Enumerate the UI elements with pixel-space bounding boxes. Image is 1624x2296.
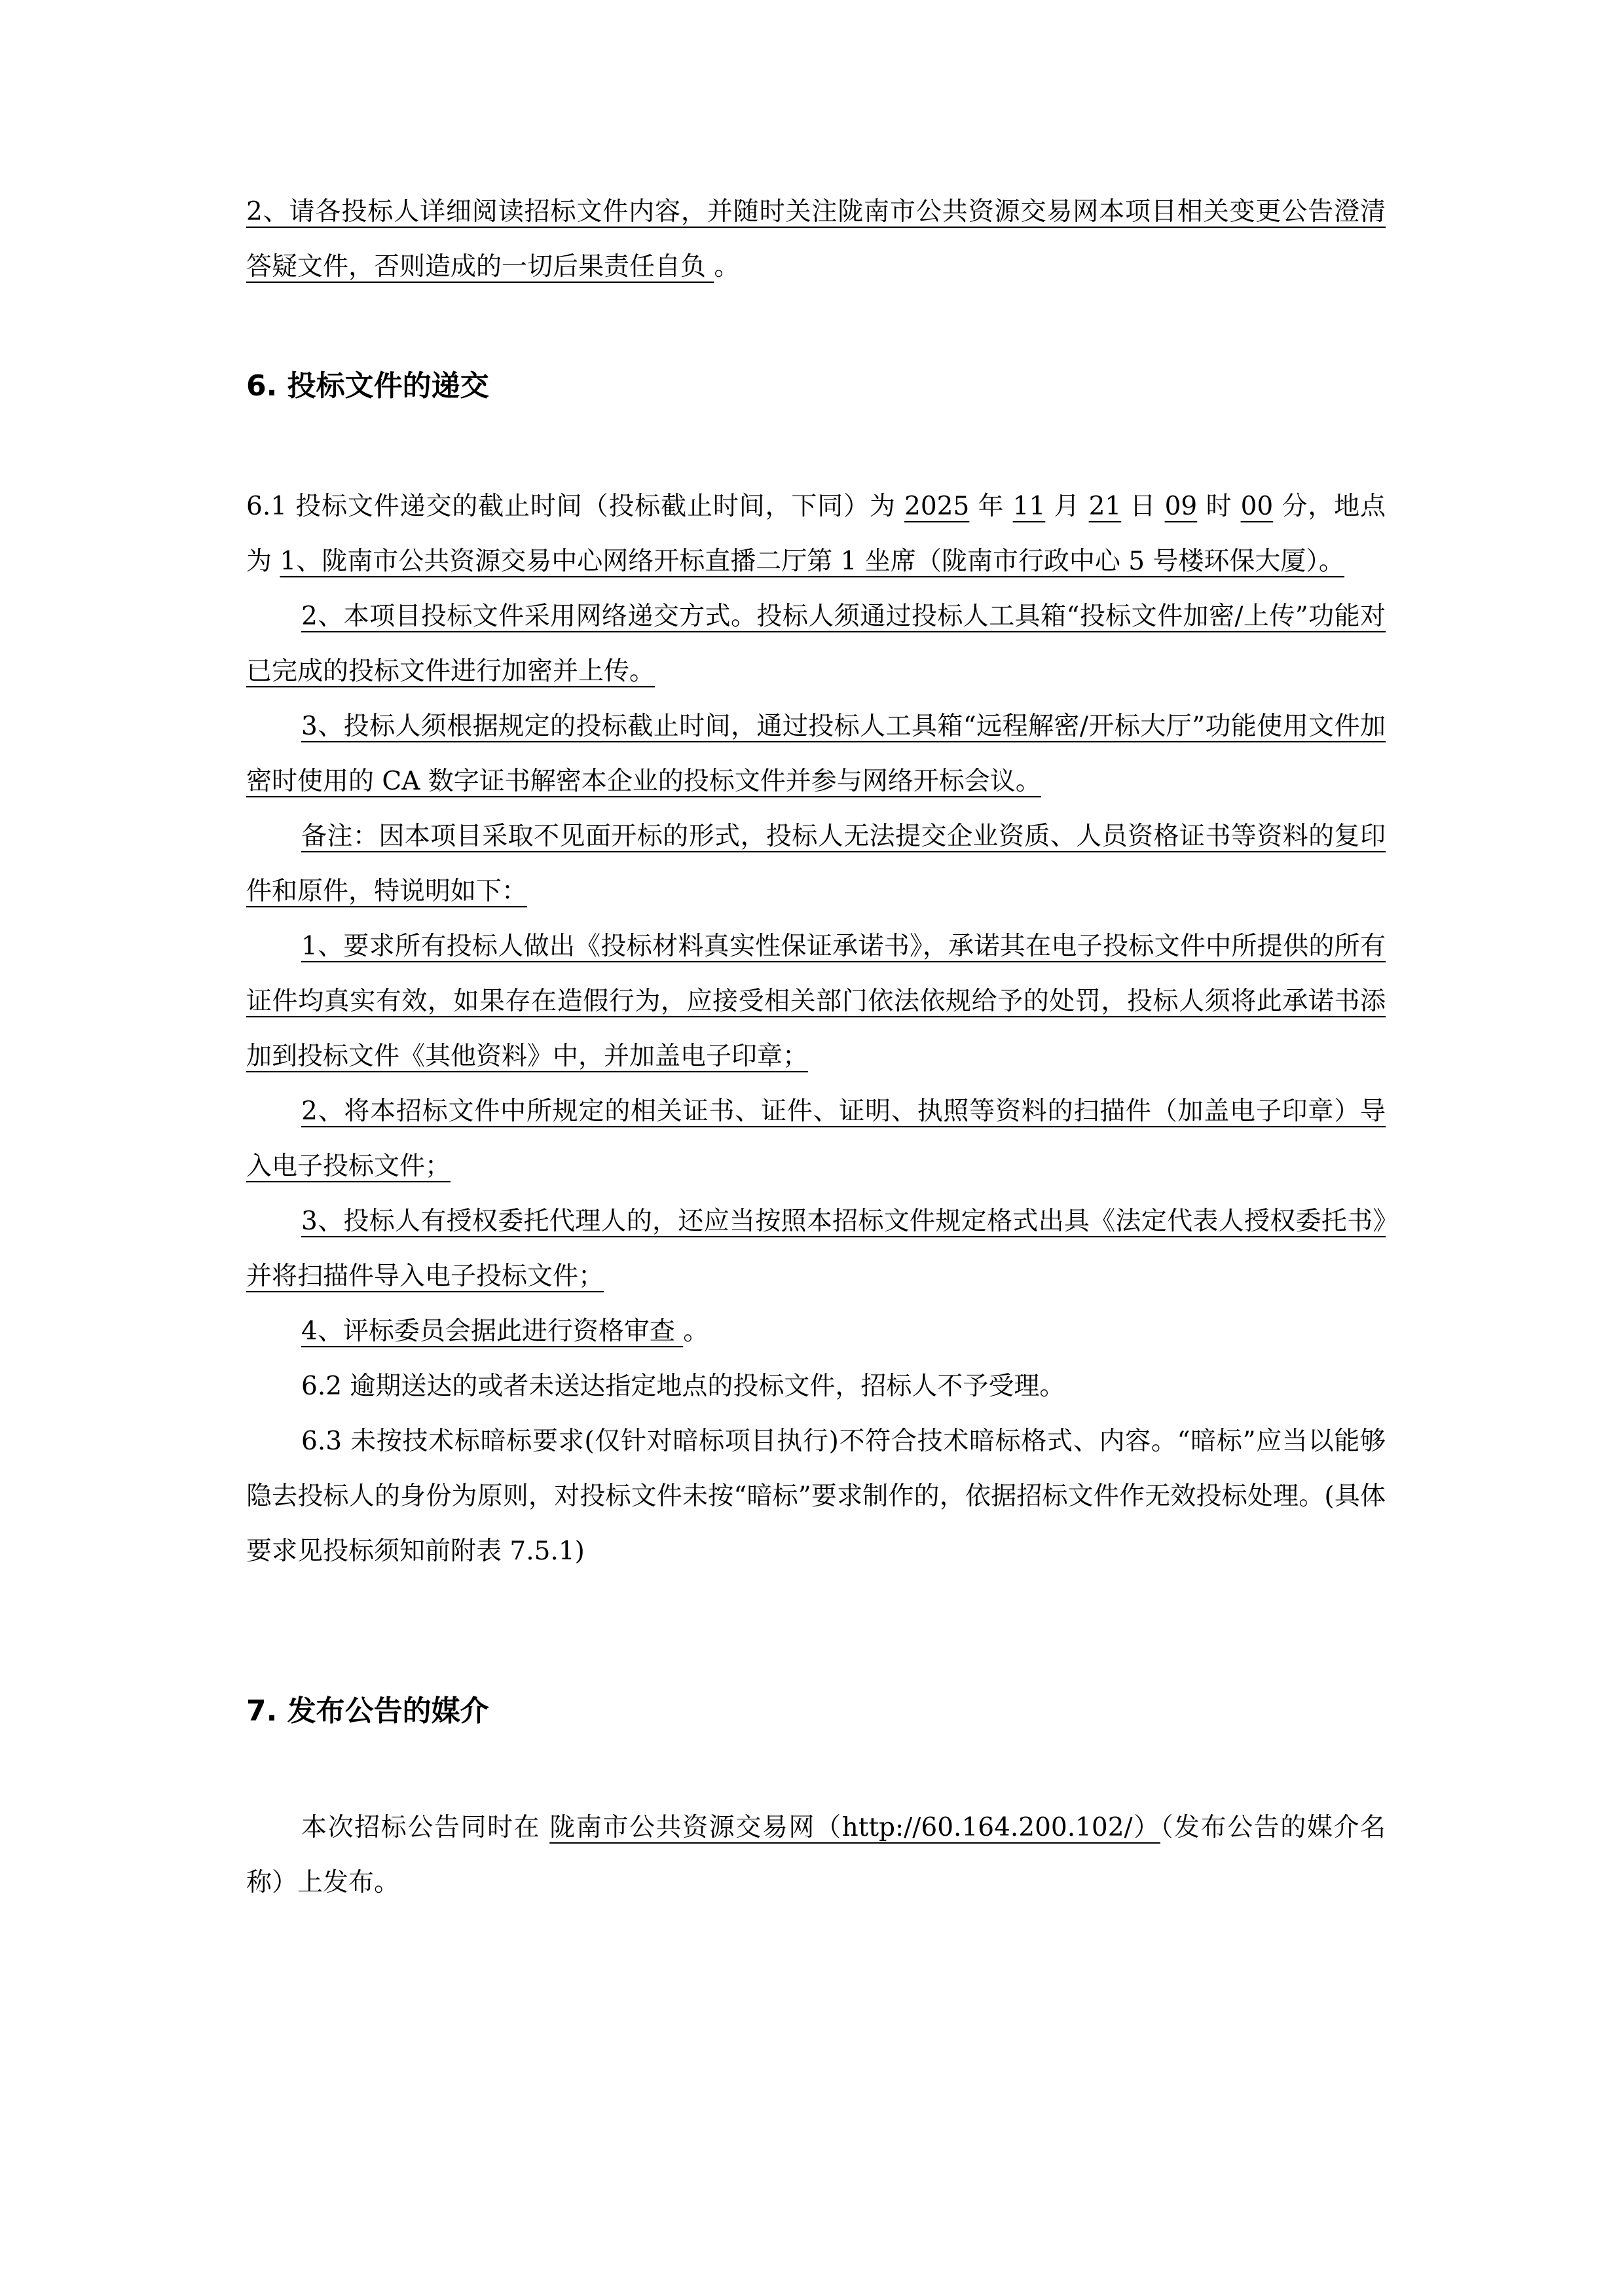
clause-6-1-item-2 <box>246 589 1386 699</box>
remark-paragraph <box>246 809 1386 919</box>
remark-item-2-text: 2、将本招标文件中所规定的相关证书、证件、证明、执照等资料的扫描件（加盖电子印章）导入电子投标文件； <box>246 1097 1386 1181</box>
submission-location: 1、陇南市公共资源交易中心网络开标直播二厅第 1 坐席（陇南市行政中心 5 号楼环保大厦）。 <box>280 547 1344 576</box>
label-month: 月 <box>1045 492 1089 521</box>
clause-6-2: 6.2 逾期送达的或者未送达指定地点的投标文件，招标人不予受理。 <box>301 1372 1065 1401</box>
clause-6-1 <box>246 479 1386 589</box>
clause-6-1-item-3 <box>246 699 1386 809</box>
remark-item-1 <box>246 919 1386 1084</box>
remark-item-4 <box>246 1304 1386 1359</box>
note-2-text: 2、请各投标人详细阅读招标文件内容，并随时关注陇南市公共资源交易网本项目相关变更公告澄清答疑文件，否则造成的一切后果责任自负 <box>246 197 1386 282</box>
media-prefix: 本次招标公告同时在 <box>301 1813 550 1842</box>
section-7-heading: 7. 发布公告的媒介 <box>246 1694 489 1728</box>
note-2-period: 。 <box>714 252 740 282</box>
label-hour: 时 <box>1197 492 1241 521</box>
clause-6-1-prefix: 6.1 投标文件递交的截止时间（投标截止时间，下同）为 <box>246 492 905 521</box>
remark-item-2 <box>246 1084 1386 1194</box>
remark-item-3 <box>246 1194 1386 1304</box>
deadline-month: 11 <box>1012 492 1046 521</box>
page-content <box>246 185 1386 1910</box>
label-minute: 分，地点为 <box>246 492 1386 576</box>
deadline-day: 21 <box>1088 492 1122 521</box>
media-name: 陇南市公共资源交易网（http://60.164.200.102/） <box>549 1813 1160 1842</box>
media-suffix: （发布公告的媒介名称）上发布。 <box>246 1813 1386 1897</box>
deadline-minute: 00 <box>1240 492 1274 521</box>
remark-item-3-text: 3、投标人有授权委托代理人的，还应当按照本招标文件规定格式出具《法定代表人授权委托书》并将扫描件导入电子投标文件； <box>246 1207 1386 1291</box>
section-6-heading: 6. 投标文件的递交 <box>246 369 489 403</box>
remark-item-4-text: 4、评标委员会据此进行资格审查 <box>301 1317 684 1346</box>
label-day: 日 <box>1121 492 1165 521</box>
remark-item-1-text: 1、要求所有投标人做出《投标材料真实性保证承诺书》，承诺其在电子投标文件中所提供的所有证件均真实有效，如果存在造假行为，应接受相关部门依法依规给予的处罚，投标人须将此承诺书添加到投标文件《其他资料》中，并加盖电子印章； <box>246 932 1386 1071</box>
item-2-text: 2、本项目投标文件采用网络递交方式。投标人须通过投标人工具箱“投标文件加密/上传”功能对已完成的投标文件进行加密并上传。 <box>246 602 1386 686</box>
media-paragraph <box>246 1800 1386 1910</box>
label-year: 年 <box>969 492 1013 521</box>
clause-6-3: 6.3 未按技术标暗标要求(仅针对暗标项目执行)不符合技术暗标格式、内容。“暗标”应当以能够隐去投标人的身份为原则，对投标文件未按“暗标”要求制作的，依据招标文件作无效投标处理。(具体要求见投标须知前附表 7.5.1) <box>246 1427 1386 1566</box>
item-3-text: 3、投标人须根据规定的投标截止时间，通过投标人工具箱“远程解密/开标大厅”功能使用文件加密时使用的 CA 数字证书解密本企业的投标文件并参与网络开标会议。 <box>246 712 1386 796</box>
section5-note-2 <box>246 185 1386 295</box>
remark-item-4-period: 。 <box>683 1317 709 1346</box>
deadline-year: 2025 <box>904 492 970 521</box>
deadline-hour: 09 <box>1164 492 1198 521</box>
remark-text: 备注：因本项目采取不见面开标的形式，投标人无法提交企业资质、人员资格证书等资料的复印件和原件，特说明如下： <box>246 822 1386 906</box>
